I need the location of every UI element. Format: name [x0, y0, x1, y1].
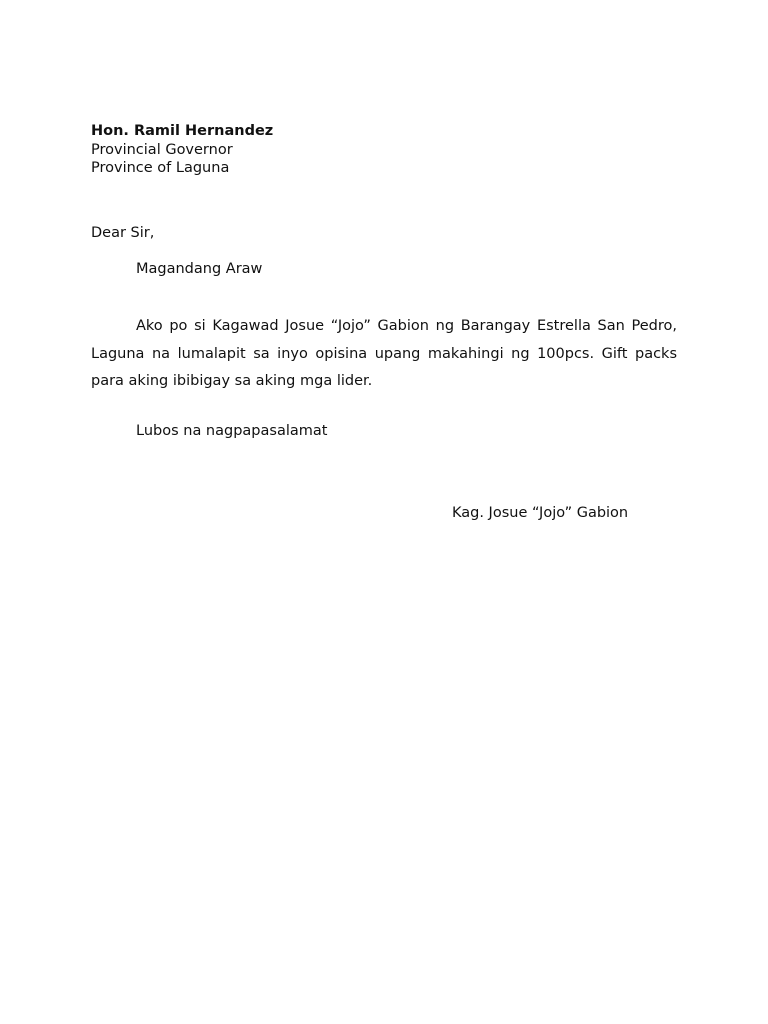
- recipient-block: [91, 122, 273, 178]
- salutation: Dear Sir,: [91, 225, 155, 241]
- recipient-position: Provincial Governor: [91, 141, 233, 158]
- recipient-office: Province of Laguna: [91, 160, 230, 176]
- closing: Lubos na nagpapasalamat: [136, 423, 328, 439]
- signature: Kag. Josue “Jojo” Gabion: [452, 505, 629, 521]
- recipient-name: Hon. Ramil Hernandez: [91, 123, 274, 139]
- body-paragraph: Ako po si Kagawad Josue “Jojo” Gabion ng Barangay Estrella San Pedro, Laguna na lumalapit sa inyo opisina upang makahingi ng 100pcs. Gift packs para aking ibibigay sa aking mga lider.: [91, 318, 677, 389]
- greeting: Magandang Araw: [136, 261, 263, 277]
